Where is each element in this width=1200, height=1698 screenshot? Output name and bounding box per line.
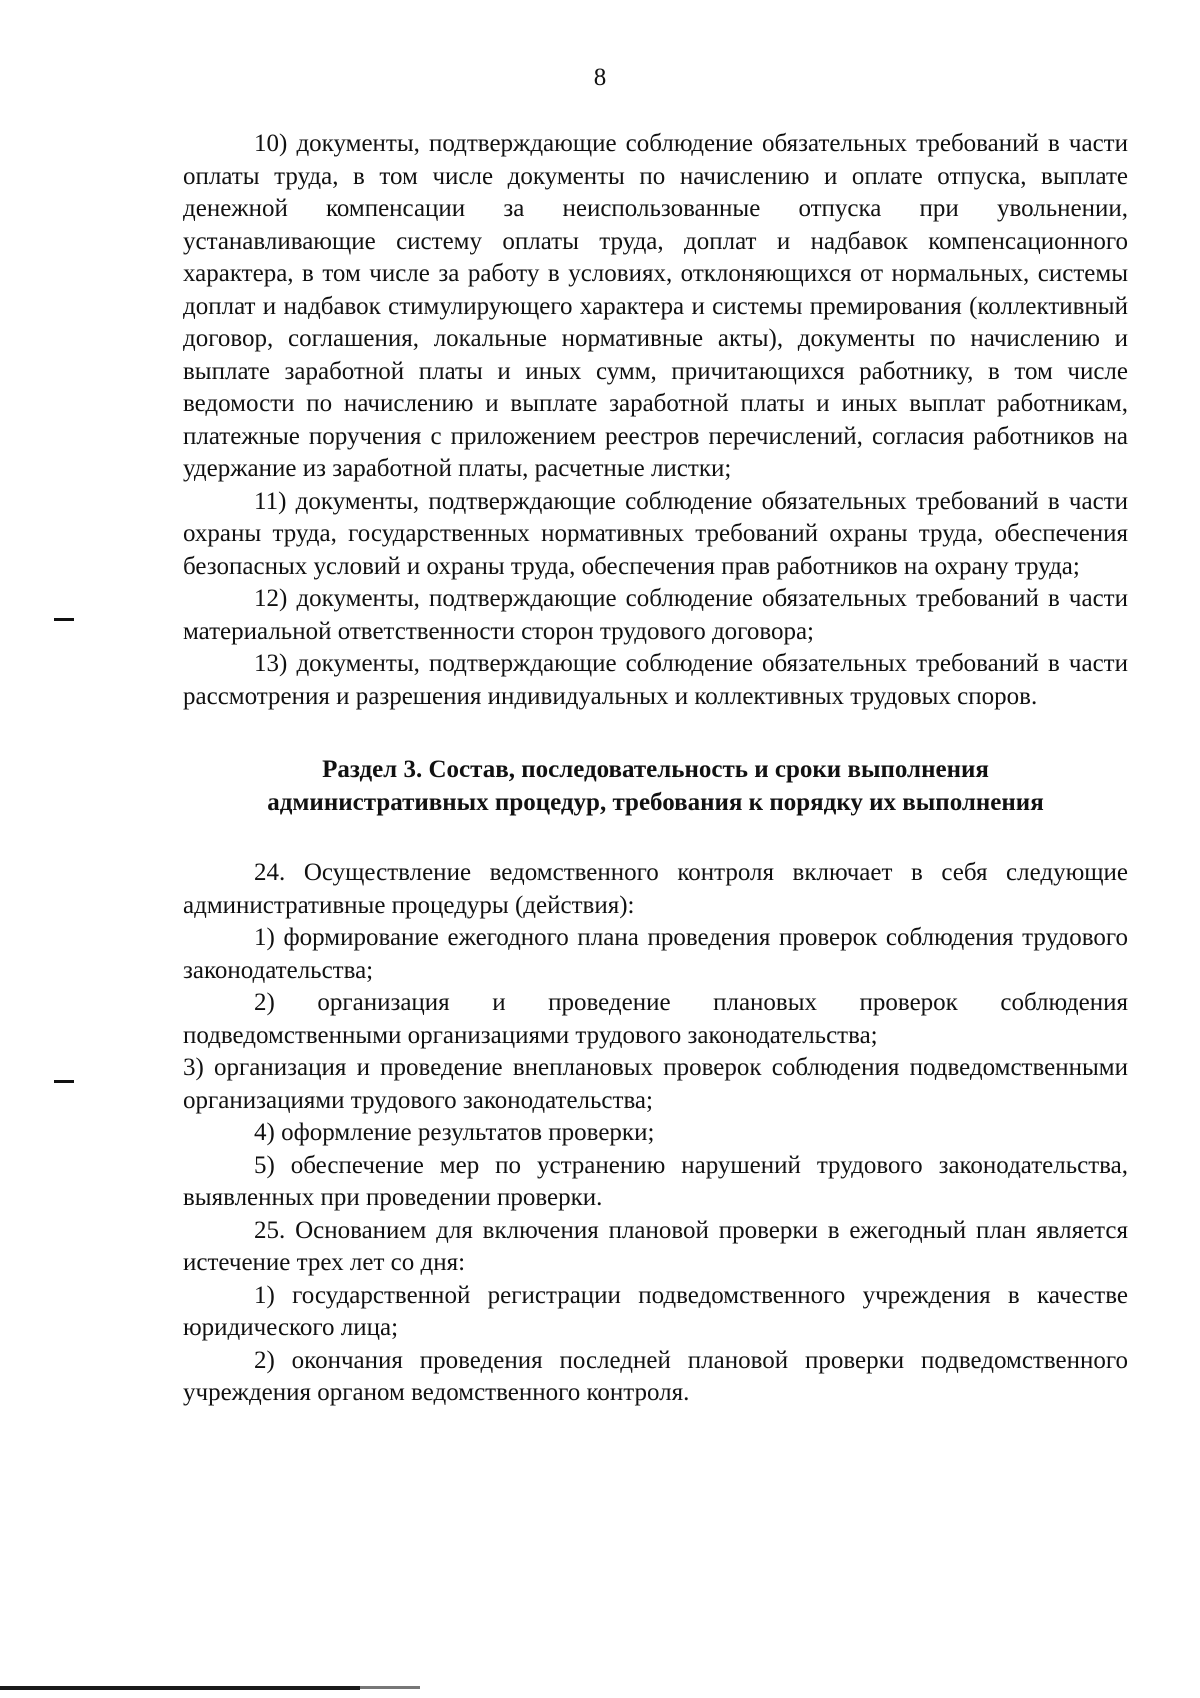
bottom-rule-faint	[360, 1686, 420, 1689]
paragraph-clause-24: 24. Осуществление ведомственного контроля включает в себя следующие административные процедуры (действия):	[183, 859, 1128, 919]
page-number: 8	[593, 64, 607, 91]
paragraph-procedure-3: 3) организация и проведение внеплановых проверок соблюдения подведомственными организациями трудового законодательства;	[183, 1054, 1128, 1114]
document-body	[183, 128, 1128, 1410]
section-heading-line: административных процедур, требования к порядку их выполнения	[267, 789, 1044, 816]
paragraph-procedure-1: 1) формирование ежегодного плана проведения проверок соблюдения трудового законодательства;	[183, 924, 1128, 984]
paragraph-clause-25: 25. Основанием для включения плановой проверки в ежегодный план является истечение трех лет со дня:	[183, 1216, 1128, 1276]
margin-mark	[54, 618, 74, 621]
section-heading-line: Раздел 3. Состав, последовательность и сроки выполнения	[322, 756, 989, 783]
paragraph-procedure-4: 4) оформление результатов проверки;	[254, 1119, 655, 1146]
paragraph-procedure-2: 2) организация и проведение плановых проверок соблюдения подведомственными организациями трудового законодательства;	[183, 989, 1128, 1049]
paragraph-item-13: 13) документы, подтверждающие соблюдение обязательных требований в части рассмотрения и разрешения индивидуальных и коллективных трудовых споров.	[183, 650, 1128, 710]
paragraph-basis-2: 2) окончания проведения последней плановой проверки подведомственного учреждения органом ведомственного контроля.	[183, 1346, 1128, 1406]
paragraph-item-12: 12) документы, подтверждающие соблюдение обязательных требований в части материальной ответственности сторон трудового договора;	[183, 585, 1128, 645]
section-heading	[183, 753, 1128, 819]
paragraph-procedure-5: 5) обеспечение мер по устранению нарушений трудового законодательства, выявленных при проведении проверки.	[183, 1151, 1128, 1211]
bottom-rule	[0, 1686, 360, 1690]
paragraph-item-11: 11) документы, подтверждающие соблюдение обязательных требований в части охраны труда, государственных нормативных требований охраны труда, обеспечения безопасных условий и охраны труда, обеспечения прав работников на охрану труда;	[183, 487, 1128, 580]
paragraph-basis-1: 1) государственной регистрации подведомственного учреждения в качестве юридического лица;	[183, 1281, 1128, 1341]
margin-mark	[54, 1080, 74, 1083]
paragraph-item-10: 10) документы, подтверждающие соблюдение обязательных требований в части оплаты труда, в том числе документы по начислению и оплате отпуска, выплате денежной компенсации за неиспользованные отпуска при увольнении, устанавливающие систему оплаты труда, доплат и надбавок компенсационного характера, в том числе за работу в условиях, отклоняющихся от нормальных, системы доплат и надбавок стимулирующего характера и системы премирования (коллективный договор, соглашения, локальные нормативные акты), документы по начислению и выплате заработной платы и иных сумм, причитающихся работнику, в том числе ведомости по начислению и выплате заработной платы и иных выплат работникам, платежные поручения с приложением реестров перечислений, согласия работников на удержание из заработной платы, расчетные листки;	[183, 130, 1128, 482]
